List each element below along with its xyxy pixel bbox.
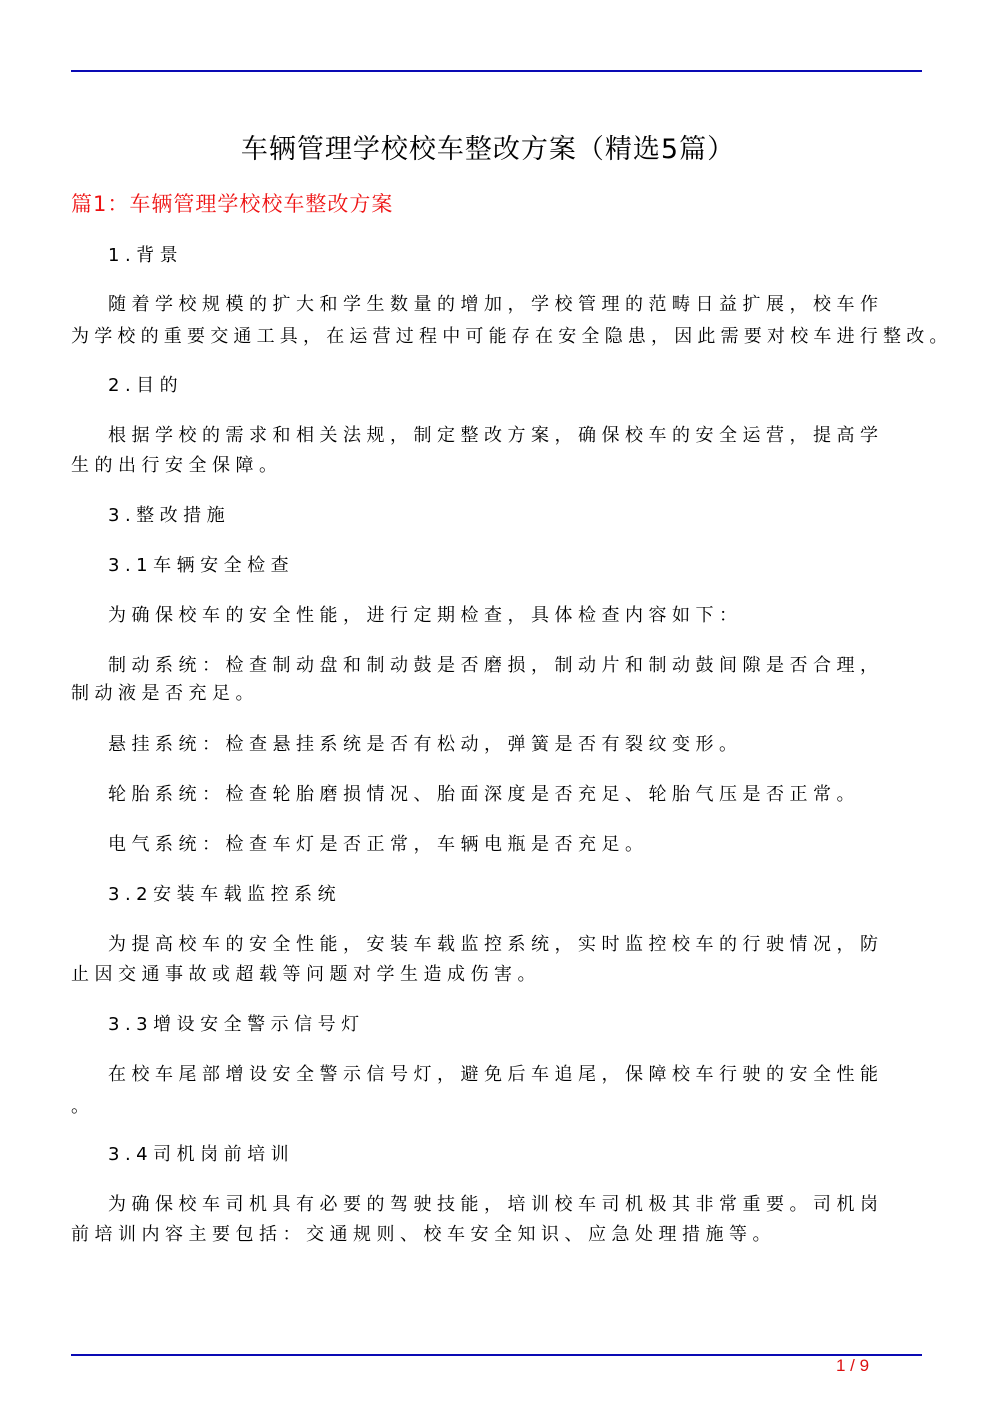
section-heading: 篇1：车辆管理学校校车整改方案 — [71, 192, 394, 216]
header-rule — [71, 70, 922, 72]
paragraph-line: 3.4司机岗前培训 — [108, 1144, 295, 1165]
paragraph-line: 为确保校车的安全性能，进行定期检查，具体检查内容如下： — [108, 605, 743, 626]
paragraph-line: 制动系统：检查制动盘和制动鼓是否磨损，制动片和制动鼓间隙是否合理， — [108, 655, 884, 676]
paragraph-line: 为学校的重要交通工具，在运营过程中可能存在安全隐患，因此需要对校车进行整改。 — [71, 326, 953, 347]
paragraph-line: 3.整改措施 — [108, 505, 231, 526]
paragraph-line: 随着学校规模的扩大和学生数量的增加，学校管理的范畴日益扩展，校车作 — [108, 294, 884, 315]
paragraph-line: 3.2安装车载监控系统 — [108, 884, 342, 905]
paragraph-line: 前培训内容主要包括：交通规则、校车安全知识、应急处理措施等。 — [71, 1224, 776, 1245]
footer-rule — [71, 1354, 922, 1356]
paragraph-line: 电气系统：检查车灯是否正常，车辆电瓶是否充足。 — [108, 834, 649, 855]
paragraph-line: 1.背景 — [108, 245, 184, 266]
paragraph-line: 为提高校车的安全性能，安装车载监控系统，实时监控校车的行驶情况，防 — [108, 934, 884, 955]
paragraph-line: 在校车尾部增设安全警示信号灯，避免后车追尾，保障校车行驶的安全性能 — [108, 1064, 884, 1085]
paragraph-line: 2.目的 — [108, 375, 184, 396]
paragraph-line: 悬挂系统：检查悬挂系统是否有松动，弹簧是否有裂纹变形。 — [108, 734, 743, 755]
paragraph-line: 生的出行安全保障。 — [71, 455, 283, 476]
paragraph-line: 轮胎系统：检查轮胎磨损情况、胎面深度是否充足、轮胎气压是否正常。 — [108, 784, 860, 805]
paragraph-line: 。 — [71, 1096, 95, 1117]
paragraph-line: 根据学校的需求和相关法规，制定整改方案，确保校车的安全运营，提高学 — [108, 425, 884, 446]
paragraph-line: 止因交通事故或超载等问题对学生造成伤害。 — [71, 964, 541, 985]
paragraph-line: 3.3增设安全警示信号灯 — [108, 1014, 365, 1035]
paragraph-line: 为确保校车司机具有必要的驾驶技能，培训校车司机极其非常重要。司机岗 — [108, 1194, 884, 1215]
paragraph-line: 制动液是否充足。 — [71, 683, 259, 704]
page-indicator: 1 / 9 — [836, 1356, 870, 1375]
paragraph-line: 3.1车辆安全检查 — [108, 555, 295, 576]
document-title: 车辆管理学校校车整改方案（精选5篇） — [240, 134, 736, 165]
